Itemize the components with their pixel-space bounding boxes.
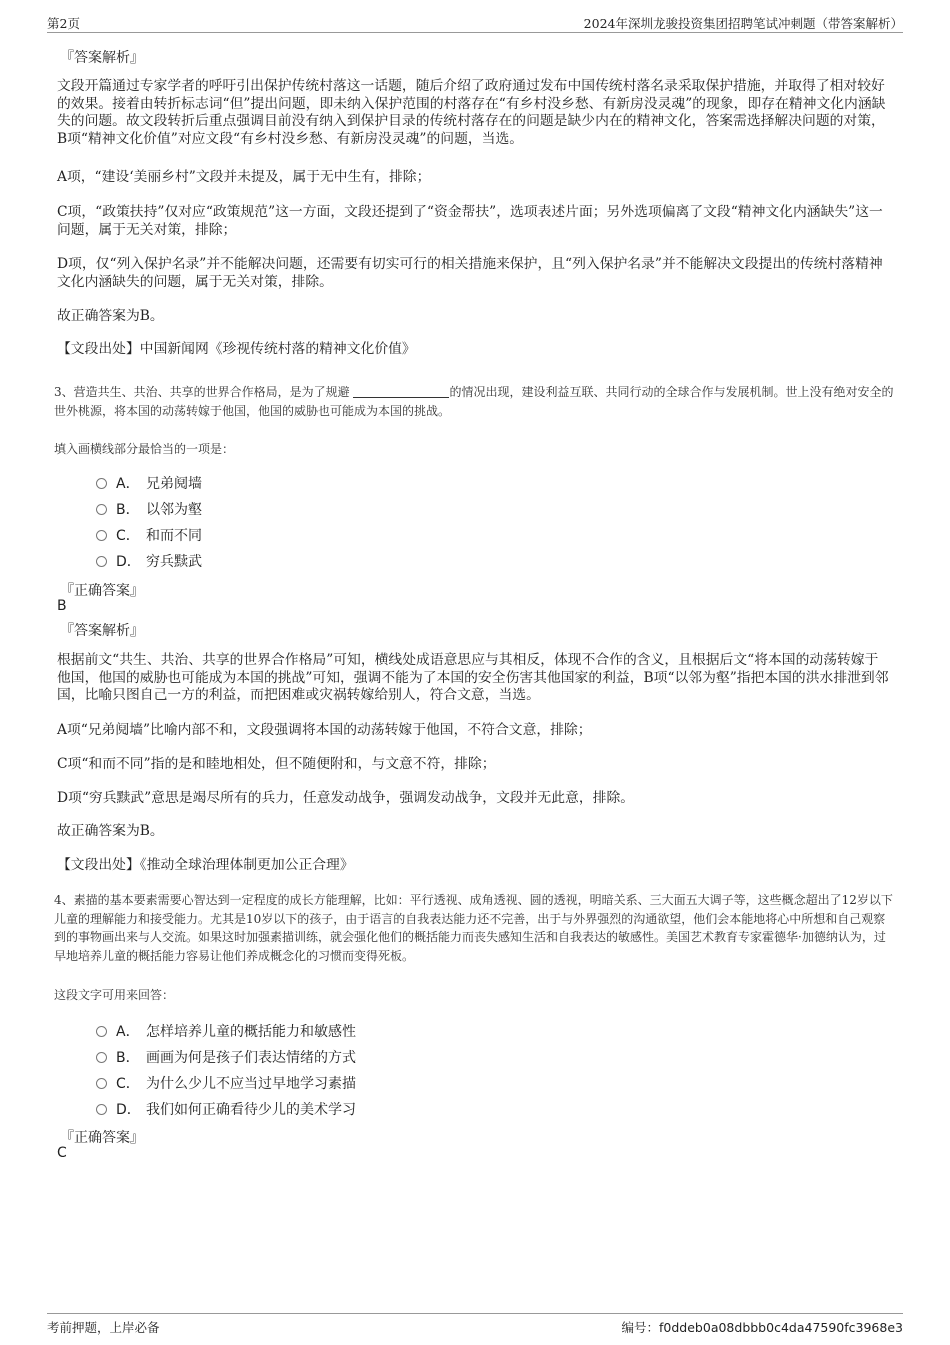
q3-option-c[interactable]: C． 和而不同 [96, 525, 202, 545]
q3-analysis-label: 『答案解析』 [60, 623, 144, 639]
q2-option-c-explanation: C项，“政策扶持”仅对应“政策规范”这一方面，文段还提到了“资金帮扶”，选项表述片面；另外选项偏离了文段“精神文化内涵缺失”这一问题，属于无关对策，排除； [57, 204, 883, 238]
q4-stem: 4、素描的基本要素需要心智达到一定程度的成长方能理解，比如：平行透视、成角透视、圆的透视，明暗关系、三大面五大调子等，这些概念超出了12岁以下儿童的理解能力和接受能力。尤其是10岁以下的孩子，由于语言的自我表达能力还不完善，出于与外界强烈的沟通欲望，他们会本能地将心中所想和自己观察到的事物画出来与人交流。如果这时加强素描训练，就会强化他们的概括能力而丧失感知生活和自我表达的敏感性。美国艺术教育专家霍德华·加德纳认为，过早地培养儿童的概括能力容易让他们养成概念化的习惯而变得死板。 [54, 893, 893, 963]
q3-option-d[interactable]: D． 穷兵黩武 [96, 551, 202, 571]
footer-slogan: 考前押题，上岸必备 [47, 1320, 160, 1335]
q3-stem-before: 3、营造共生、共治、共享的世界合作格局，是为了规避 [54, 385, 350, 399]
q3-blank [353, 385, 449, 398]
radio-icon[interactable] [96, 556, 107, 567]
q3-option-d-explanation: D项“穷兵黩武”意思是竭尽所有的兵力，任意发动战争，强调发动战争，文段并无此意，排除。 [57, 790, 635, 806]
q3-analysis: 根据前文“共生、共治、共享的世界合作格局”可知，横线处成语意思应与其相反，体现不合作的含义，且根据后文“将本国的动荡转嫁于他国，他国的威胁也可能成为本国的挑战”可知，强调不能为了本国的安全伤害其他国家的利益，B项“以邻为壑”指把本国的洪水排泄到邻国，比喻只图自己一方的利益，而把困难或灾祸转嫁给别人，符合文意，当选。 [57, 652, 889, 703]
q4-answer: C [57, 1145, 67, 1161]
page-number: 第2页 [47, 16, 80, 31]
q2-analysis-label: 『答案解析』 [60, 50, 144, 66]
q3-answer-label: 『正确答案』 [60, 583, 144, 599]
q4-option-d[interactable]: D． 我们如何正确看待少儿的美术学习 [96, 1099, 356, 1119]
q3-option-c-explanation: C项“和而不同”指的是和睦地相处，但不随便附和，与文意不符，排除； [57, 756, 496, 772]
radio-icon[interactable] [96, 1078, 107, 1089]
q3-prompt: 填入画横线部分最恰当的一项是： [54, 442, 235, 456]
radio-icon[interactable] [96, 1026, 107, 1037]
q3-option-a-explanation: A项“兄弟阋墙”比喻内部不和，文段强调将本国的动荡转嫁于他国，不符合文意，排除； [57, 722, 592, 738]
q3-answer: B [57, 598, 67, 614]
radio-icon[interactable] [96, 504, 107, 515]
q3-stem [54, 383, 896, 420]
document-title: 2024年深圳龙骏投资集团招聘笔试冲刺题（带答案解析） [583, 16, 903, 31]
q2-analysis: 文段开篇通过专家学者的呼吁引出保护传统村落这一话题，随后介绍了政府通过发布中国传统村落名录采取保护措施，并取得了相对较好的效果。接着由转折标志词“但”提出问题，即未纳入保护范围的村落存在“有乡村没乡愁、有新房没灵魂”的现象，即存在精神文化内涵缺失的问题。故文段转折后重点强调目前没有纳入到保护目录的传统村落存在的问题是缺少内在的精神文化，答案需选择解决问题的对策，B项“精神文化价值”对应文段“有乡村没乡愁、有新房没灵魂”的问题，当选。 [57, 78, 886, 147]
q4-answer-label: 『正确答案』 [60, 1130, 144, 1146]
radio-icon[interactable] [96, 1052, 107, 1063]
q4-option-c[interactable]: C． 为什么少儿不应当过早地学习素描 [96, 1073, 356, 1093]
q3-option-b[interactable]: B． 以邻为壑 [96, 499, 202, 519]
document-id: 编号：f0ddeb0a08dbbb0c4da47590fc3968e3 [621, 1320, 903, 1335]
q2-option-d-explanation: D项，仅“列入保护名录”并不能解决问题，还需要有切实可行的相关措施来保护，且“列入保护名录”并不能解决文段提出的传统村落精神文化内涵缺失的问题，属于无关对策，排除。 [57, 256, 883, 290]
page-footer [47, 1313, 903, 1335]
q2-source: 【文段出处】中国新闻网《珍视传统村落的精神文化价值》 [57, 341, 416, 357]
page-header [47, 14, 903, 33]
q2-option-a-explanation: A项，“建设‘美丽乡村”文段并未提及，属于无中生有，排除； [57, 169, 431, 185]
radio-icon[interactable] [96, 1104, 107, 1115]
q4-option-b[interactable]: B． 画画为何是孩子们表达情绪的方式 [96, 1047, 356, 1067]
q4-option-a[interactable]: A． 怎样培养儿童的概括能力和敏感性 [96, 1021, 356, 1041]
q2-conclusion: 故正确答案为B。 [57, 308, 164, 324]
q4-prompt: 这段文字可用来回答： [54, 988, 175, 1002]
q3-stem-after: 的情况出现，建设利益互联、共同行动的全球合作与发展机制。世上没有绝对安全的世外桃源，将本国的动荡转嫁于他国，他国的威胁也可能成为本国的挑战。 [54, 385, 894, 418]
q3-option-a[interactable]: A． 兄弟阋墙 [96, 473, 202, 493]
q3-source: 【文段出处】《推动全球治理体制更加公正合理》 [57, 857, 354, 873]
radio-icon[interactable] [96, 478, 107, 489]
radio-icon[interactable] [96, 530, 107, 541]
q3-conclusion: 故正确答案为B。 [57, 823, 164, 839]
